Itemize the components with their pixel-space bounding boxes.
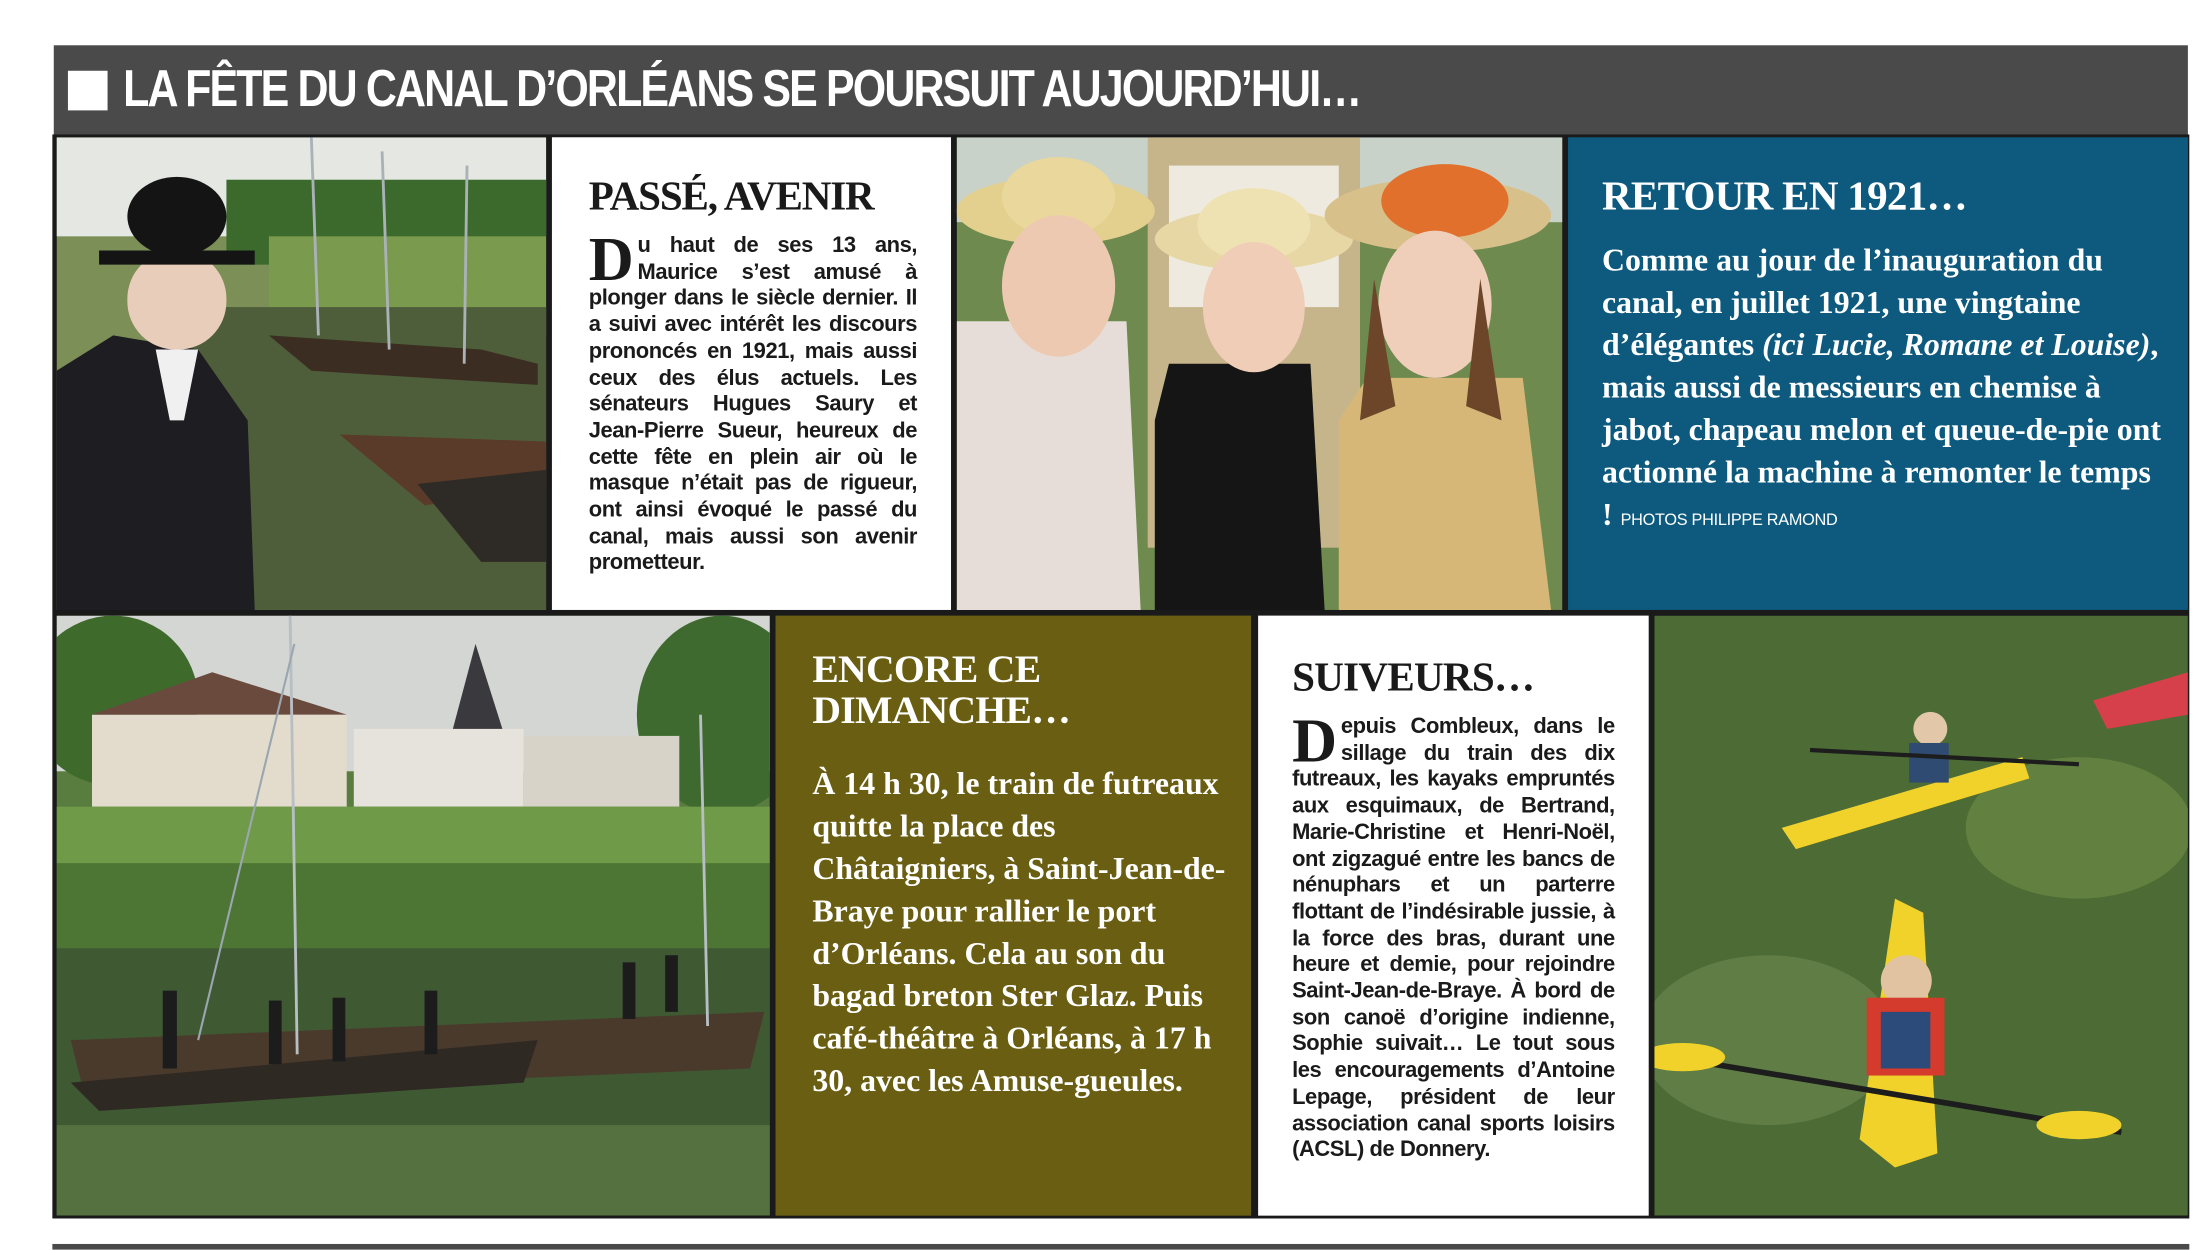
header-square-bullet [68, 71, 108, 111]
box-retour-1921 [1568, 137, 2188, 610]
bottom-rule [52, 1244, 2189, 1250]
heading-encore-dimanche: ENCORE CE DIMANCHE… [812, 648, 1071, 734]
body-retour-part2: , mais aussi de messieurs en chemise à jabot, chapeau melon et queue-de-pie ont actionné la machine à remonter le temps ! [1602, 326, 2162, 533]
photo-maurice-boats [57, 137, 547, 610]
dropcap-passe: D [588, 225, 634, 295]
heading-retour-1921: RETOUR EN 1921… [1602, 174, 1967, 220]
box-suiveurs [1258, 616, 1649, 1216]
text-encore-dimanche: À 14 h 30, le train de futreaux quitte la place des Châtaigniers, à Saint-Jean-de-Braye pour rallier le port d’Orléans. Cela au son du bagad breton Ster Glaz. Puis café-théâtre à Orléans, à 17 h 30, avec les Amuse-gueules. [812, 765, 1226, 1099]
text-suiveurs [1292, 706, 1615, 1165]
box-encore-dimanche [776, 616, 1252, 1216]
body-retour-part1: Comme au jour de l’inauguration du canal, en juillet 1921, une vingtaine d’élégantes [1602, 241, 2104, 363]
body-suiveurs: epuis Combleux, dans le sillage du train des dix futreaux, les kayaks empruntés aux esquimaux, de Bertrand, Marie-Christine et Henri-Noël, ont zigzagué entre les bancs de nénuphars et un parterre flottant de l’indésirable jussie, à la force des bras, durant une heure et demie, pour rejoindre Saint-Jean-de-Braye. À bord de son canoë d’origine indienne, Sophie suivait… Le tout sous les encouragements d’Antoine Lepage, président de leur association canal sports loisirs (ACSL) de Donnery. [1292, 714, 1615, 1163]
box-passe-avenir [552, 137, 951, 610]
text-retour-1921 [1602, 239, 2168, 542]
article-title: LA FÊTE DU CANAL D’ORLÉANS SE POURSUIT AUJOURD’HUI… [123, 59, 1361, 118]
heading-passe-avenir: PASSÉ, AVENIR [588, 174, 874, 220]
dropcap-suiveurs: D [1292, 706, 1337, 776]
article-header [54, 45, 2188, 136]
photo-credit: PHOTOS PHILIPPE RAMOND [1620, 512, 1838, 530]
text-passe-avenir [588, 225, 918, 578]
body-retour-italic: (ici Lucie, Romane et Louise) [1762, 326, 2151, 363]
photo-futreaux-village [57, 616, 770, 1216]
photo-three-girls-hats [957, 137, 1563, 610]
body-passe: u haut de ses 13 ans, Maurice s’est amusé à plonger dans le siècle dernier. Il a suivi avec intérêt les discours prononcés en 1921, mais aussi ceux des élus actuels. Les sénateurs Hugues Saury et Jean-Pierre Sueur, heureux de cette fête en plein air où le masque n’était pas de rigueur, ont ainsi évoqué le passé du canal, mais aussi son avenir prometteur. [588, 233, 918, 576]
heading-suiveurs: SUIVEURS… [1292, 655, 1535, 701]
photo-kayaks [1654, 616, 2188, 1216]
